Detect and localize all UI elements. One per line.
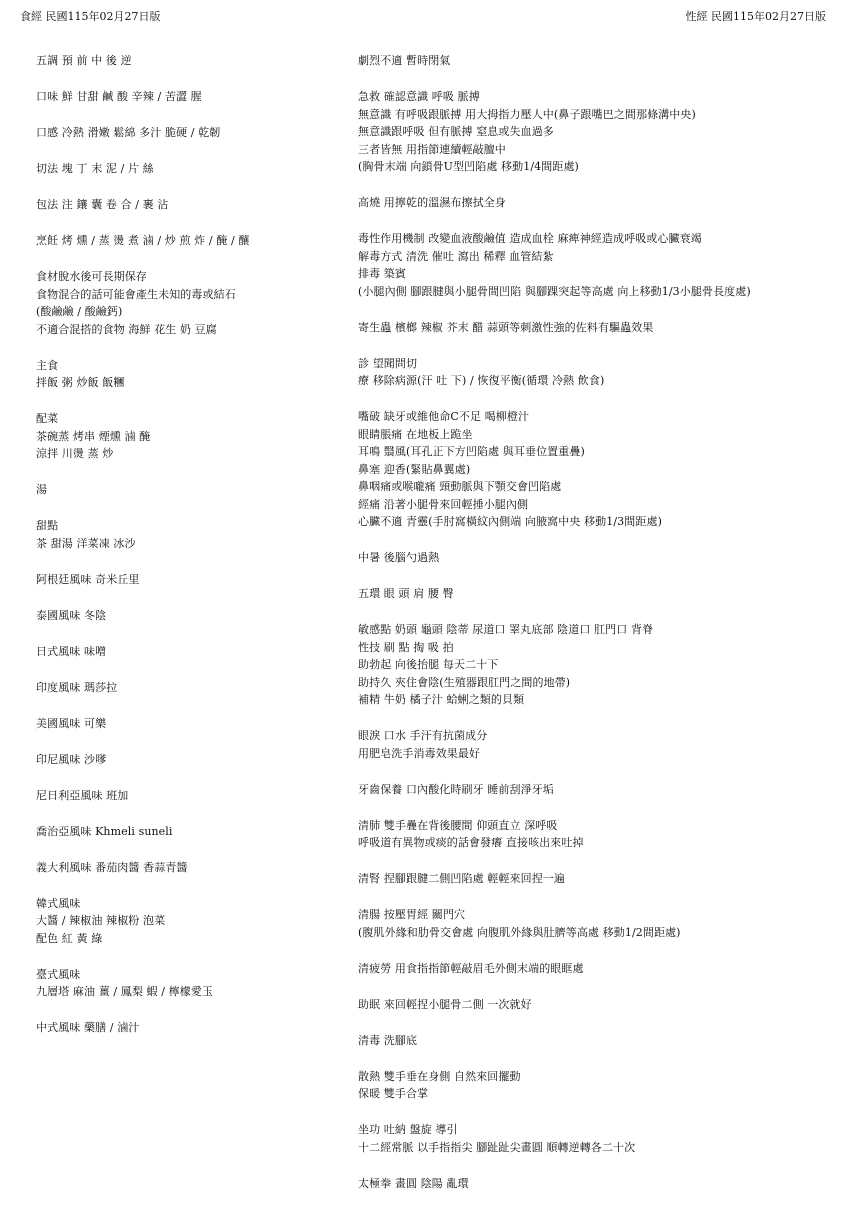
food-text-line: 甜點 (36, 519, 59, 532)
sex-text-line: 敏感點 奶頭 龜頭 陰蒂 尿道口 睪丸底部 陰道口 肛門口 背脊 (358, 623, 654, 636)
food-section (36, 410, 336, 463)
sex-section (358, 906, 828, 941)
sex-text-line: 助眠 來回輕捏小腿骨二側 一次就好 (358, 997, 532, 1011)
food-section (36, 823, 336, 841)
sex-text-line: 散熱 雙手垂在身側 自然來回擺動 (358, 1069, 521, 1083)
food-text-line: 美國風味 可樂 (36, 716, 107, 730)
sex-section (358, 960, 828, 978)
food-text-line: 不適合混搭的食物 海鮮 花生 奶 豆腐 (36, 322, 217, 336)
sex-text-line: 心臟不適 青靈(手肘窩橫紋內側端 向腋窩中央 移動1/3間距處) (358, 515, 662, 528)
sex-text-line: 經痛 沿著小腿骨來回輕捶小腿內側 (358, 497, 529, 511)
sex-text-line: 補精 牛奶 橘子汁 蛤蜊之類的貝類 (358, 693, 525, 706)
food-text-line: 配色 紅 黃 綠 (36, 931, 103, 945)
sex-text-line: 十二經常脈 以手指指尖 腳趾趾尖畫圓 順轉逆轉各二十次 (358, 1140, 636, 1154)
sex-text-line: 用肥皂洗手消毒效果最好 (358, 746, 481, 760)
food-section (36, 196, 336, 214)
food-classic-column (36, 52, 336, 1055)
food-text-line: 烹飪 烤 燻 / 蒸 燙 煮 滷 / 炒 煎 炸 / 醃 / 釀 (36, 234, 250, 247)
sex-text-line: 無意識 有呼吸跟脈搏 用大拇指力壓人中(鼻子跟嘴巴之間那條溝中央) (358, 107, 696, 121)
food-text-line: 湯 (36, 483, 48, 496)
sex-text-line: 解毒方式 清洗 催吐 瀉出 稀釋 血管結紮 (358, 249, 554, 263)
sex-section (358, 52, 828, 70)
food-text-line: 尼日利亞風味 班加 (36, 788, 129, 802)
sex-text-line: 無意識跟呼吸 但有脈搏 窒息或失血過多 (358, 125, 554, 138)
sex-text-line: 診 望聞問切 (358, 356, 418, 370)
left-page-header: 食經 民國115年02月27日版 (20, 10, 161, 23)
food-text-line: 五調 預 前 中 後 逆 (36, 54, 132, 67)
food-text-line: 泰國風味 冬陰 (36, 608, 107, 622)
right-page-header: 性經 民國115年02月27日版 (685, 10, 826, 23)
sex-text-line: 性技 刷 點 掏 吸 拍 (358, 640, 454, 654)
food-text-line: 印度風味 瑪莎拉 (36, 680, 118, 694)
sex-section (358, 355, 828, 390)
sex-text-line: 五環 眼 頭 肩 腰 臀 (358, 587, 454, 600)
sex-section (358, 1032, 828, 1050)
food-section (36, 481, 336, 499)
food-section (36, 859, 336, 877)
food-section (36, 643, 336, 661)
food-section (36, 88, 336, 106)
food-text-line: 日式風味 味噌 (36, 644, 107, 658)
sex-section (358, 1121, 828, 1156)
sex-text-line: 鼻塞 迎香(緊貼鼻翼處) (358, 462, 471, 476)
food-text-line: 印尼風味 沙嗲 (36, 752, 107, 766)
food-text-line: 九層塔 麻油 薑 / 鳳梨 蝦 / 檸檬愛玉 (36, 985, 214, 998)
food-section (36, 571, 336, 589)
food-section (36, 966, 336, 1001)
food-text-line: 主食 (36, 358, 59, 372)
sex-text-line: 保暖 雙手合掌 (358, 1087, 429, 1100)
sex-text-line: 牙齒保養 口內酸化時刷牙 睡前刮淨牙垢 (358, 782, 554, 796)
sex-text-line: (胸骨末端 向鎖骨U型凹陷處 移動1/4間距處) (358, 160, 579, 173)
sex-text-line: 助持久 夾住會陰(生殖器跟肛門之間的地帶) (358, 675, 571, 689)
food-text-line: 喬治亞風味 Khmeli suneli (36, 824, 173, 838)
sex-section (358, 88, 828, 176)
sex-text-line: 劇烈不適 暫時閉氣 (358, 54, 451, 67)
food-section (36, 787, 336, 805)
sex-text-line: 清肺 雙手疊在背後腰間 仰頭直立 深呼吸 (358, 818, 558, 832)
sex-text-line: 助勃起 向後抬腿 每天二十下 (358, 658, 499, 671)
food-text-line: 口味 鮮 甘甜 鹹 酸 辛辣 / 苦澀 腥 (36, 90, 202, 103)
sex-section (358, 194, 828, 212)
sex-text-line: 鼻咽痛或喉嚨痛 頸動脈與下顎交會凹陷處 (358, 480, 562, 493)
food-section (36, 357, 336, 392)
sex-text-line: (腹肌外緣和肋骨交會處 向腹肌外緣與肚臍等高處 移動1/2間距處) (358, 925, 681, 939)
food-text-line: 中式風味 藥膳 / 滷汁 (36, 1021, 140, 1034)
sex-section (358, 996, 828, 1014)
food-text-line: 臺式風味 (36, 967, 81, 981)
food-section (36, 160, 336, 178)
sex-text-line: 中暑 後腦勺過熱 (358, 551, 440, 564)
sex-section (358, 817, 828, 852)
sex-section (358, 1068, 828, 1103)
sex-text-line: 清腎 捏腳跟腱二側凹陷處 輕輕來回捏一遍 (358, 872, 565, 885)
sex-section (358, 621, 828, 709)
sex-text-line: 寄生蟲 檳榔 辣椒 芥末 醋 蒜頭等刺激性強的佐料有驅蟲效果 (358, 320, 654, 334)
food-section (36, 679, 336, 697)
sex-text-line: 太極拳 畫圓 陰陽 亂環 (358, 1176, 469, 1190)
food-text-line: 包法 注 鑲 囊 卷 合 / 裹 沾 (36, 198, 169, 211)
sex-text-line: 清毒 洗腳底 (358, 1033, 418, 1047)
food-text-line: 口感 冷熱 滑嫩 鬆綿 多汁 脆硬 / 乾韌 (36, 126, 221, 139)
sex-section (358, 408, 828, 531)
food-section (36, 1019, 336, 1037)
food-section (36, 268, 336, 338)
food-section (36, 124, 336, 142)
food-section (36, 715, 336, 733)
food-text-line: (酸鹼鹼 / 酸鹼鈣) (36, 305, 123, 318)
sex-section (358, 727, 828, 762)
food-text-line: 切法 塊 丁 末 泥 / 片 絲 (36, 162, 154, 175)
sex-text-line: 呼吸道有異物或痰的話會發癢 直接咳出來吐掉 (358, 836, 584, 849)
food-section (36, 607, 336, 625)
sex-text-line: 耳鳴 翳風(耳孔正下方凹陷處 與耳垂位置重疊) (358, 445, 585, 458)
food-text-line: 阿根廷風味 奇米丘里 (36, 572, 140, 586)
sex-text-line: 排毒 築賓 (358, 267, 406, 280)
sex-section (358, 319, 828, 337)
food-text-line: 大醬 / 辣椒油 辣椒粉 泡菜 (36, 914, 166, 927)
food-section (36, 751, 336, 769)
food-section (36, 517, 336, 552)
sex-text-line: 眼淚 口水 手汗有抗菌成分 (358, 729, 488, 742)
sex-classic-column (358, 52, 828, 1211)
food-section (36, 895, 336, 948)
sex-text-line: 高燒 用擰乾的溫濕布擦拭全身 (358, 196, 506, 209)
food-section (36, 232, 336, 250)
sex-text-line: (小腿內側 腳跟腱與小腿骨間凹陷 與腳踝突起等高處 向上移動1/3小腿骨長度處) (358, 284, 751, 298)
sex-section (358, 230, 828, 300)
food-text-line: 涼拌 川燙 蒸 炒 (36, 447, 114, 460)
food-text-line: 拌飯 粥 炒飯 飯糰 (36, 376, 125, 389)
sex-text-line: 毒性作用機制 改變血液酸鹼值 造成血栓 麻痺神經造成呼吸或心臟衰竭 (358, 232, 702, 245)
food-text-line: 食物混合的話可能會產生未知的毒或結石 (36, 287, 236, 301)
sex-section (358, 549, 828, 567)
sex-text-line: 急救 確認意識 呼吸 脈搏 (358, 90, 480, 103)
food-section (36, 52, 336, 70)
food-text-line: 韓式風味 (36, 896, 81, 910)
sex-section (358, 585, 828, 603)
food-text-line: 茶碗蒸 烤串 煙燻 滷 醃 (36, 429, 151, 443)
food-text-line: 義大利風味 番茄肉醬 香蒜青醬 (36, 860, 188, 874)
sex-section (358, 781, 828, 799)
food-text-line: 茶 甜湯 洋菜凍 冰沙 (36, 536, 136, 550)
sex-text-line: 眼睛脹痛 在地板上跪坐 (358, 427, 473, 441)
sex-text-line: 坐功 吐納 盤旋 導引 (358, 1123, 458, 1136)
sex-text-line: 清疲勞 用食指指節輕敲眉毛外側末端的眼眶處 (358, 961, 584, 975)
food-text-line: 配菜 (36, 412, 59, 425)
sex-text-line: 療 移除病源(汗 吐 下) / 恢復平衡(循環 冷熱 飲食) (358, 374, 605, 387)
sex-section (358, 870, 828, 888)
sex-text-line: 清腸 按壓胃經 關門穴 (358, 908, 466, 921)
sex-section (358, 1175, 828, 1193)
sex-text-line: 嘴破 缺牙或維他命C不足 喝柳橙汁 (358, 410, 530, 423)
sex-text-line: 三者皆無 用指節連續輕敲膻中 (358, 142, 506, 156)
food-text-line: 食材脫水後可長期保存 (36, 270, 147, 283)
